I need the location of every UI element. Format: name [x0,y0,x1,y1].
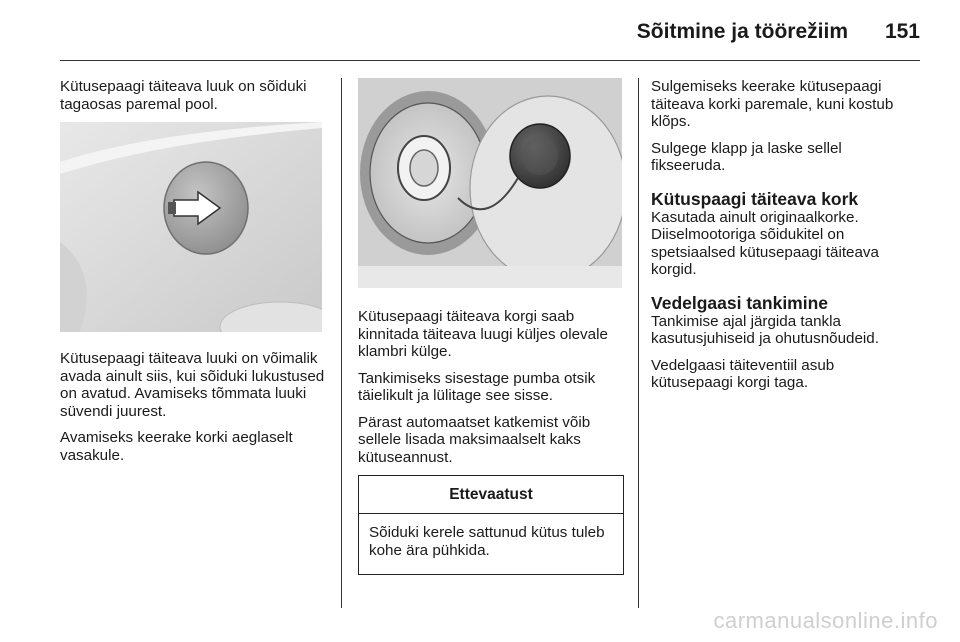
section-heading: Kütuspaagi täiteava kork [651,188,859,209]
section-title: Sõitmine ja töörežiim [636,20,848,43]
paragraph: Sulgemiseks keerake kütusepaagi täiteava korki paremale, kuni kostub klõps. [651,78,894,130]
paragraph: Vedelgaasi täiteventiil asub kütusepaagi korgi taga. [651,356,835,391]
paragraph: Kütusepaagi täiteava korgi saab kinnitada täiteava luugi küljes olevale klambri külge. [358,308,608,360]
column-divider [638,78,639,608]
fuel-door-illustration [60,122,322,332]
caution-text: Sõiduki kerele sattunud kütus tuleb kohe ära pühkida. [369,524,605,559]
paragraph: Kütusepaagi täiteava luuki on võimalik avada ainult siis, kui sõiduki lukustused on avatud. Avamiseks tõmmata luuki süvendi juurest. [60,350,325,420]
caution-box [358,475,624,575]
section-heading: Vedelgaasi tankimine [651,292,829,313]
column-middle [358,78,624,575]
column-left [60,78,326,473]
paragraph: Tankimise ajal järgida tankla kasutusjuhiseid ja ohutusnõudeid. [651,312,879,347]
paragraph: Kütusepaagi täiteava luuk on sõiduki tagaosas paremal pool. [60,78,307,113]
fuel-cap-illustration [358,78,622,288]
watermark: carmanualsonline.info [713,608,938,633]
paragraph: Avamiseks keerake korki aeglaselt vasakule. [60,429,293,464]
column-right [651,78,917,401]
paragraph: Sulgege klapp ja laske sellel fikseeruda. [651,139,842,174]
paragraph: Kasutada ainult originaalkorke. Diiselmootoriga sõidukitel on spetsiaalsed kütusepaagi täiteava korgid. [651,208,879,278]
paragraph: Tankimiseks sisestage pumba otsik täielikult ja lülitage see sisse. [358,369,596,404]
caution-title: Ettevaatust [359,476,623,514]
page-number: 151 [884,20,920,43]
column-divider [341,78,342,608]
paragraph: Pärast automaatset katkemist võib sellele lisada maksimaalselt kaks kütuseannust. [358,413,591,466]
page-header [60,14,920,61]
